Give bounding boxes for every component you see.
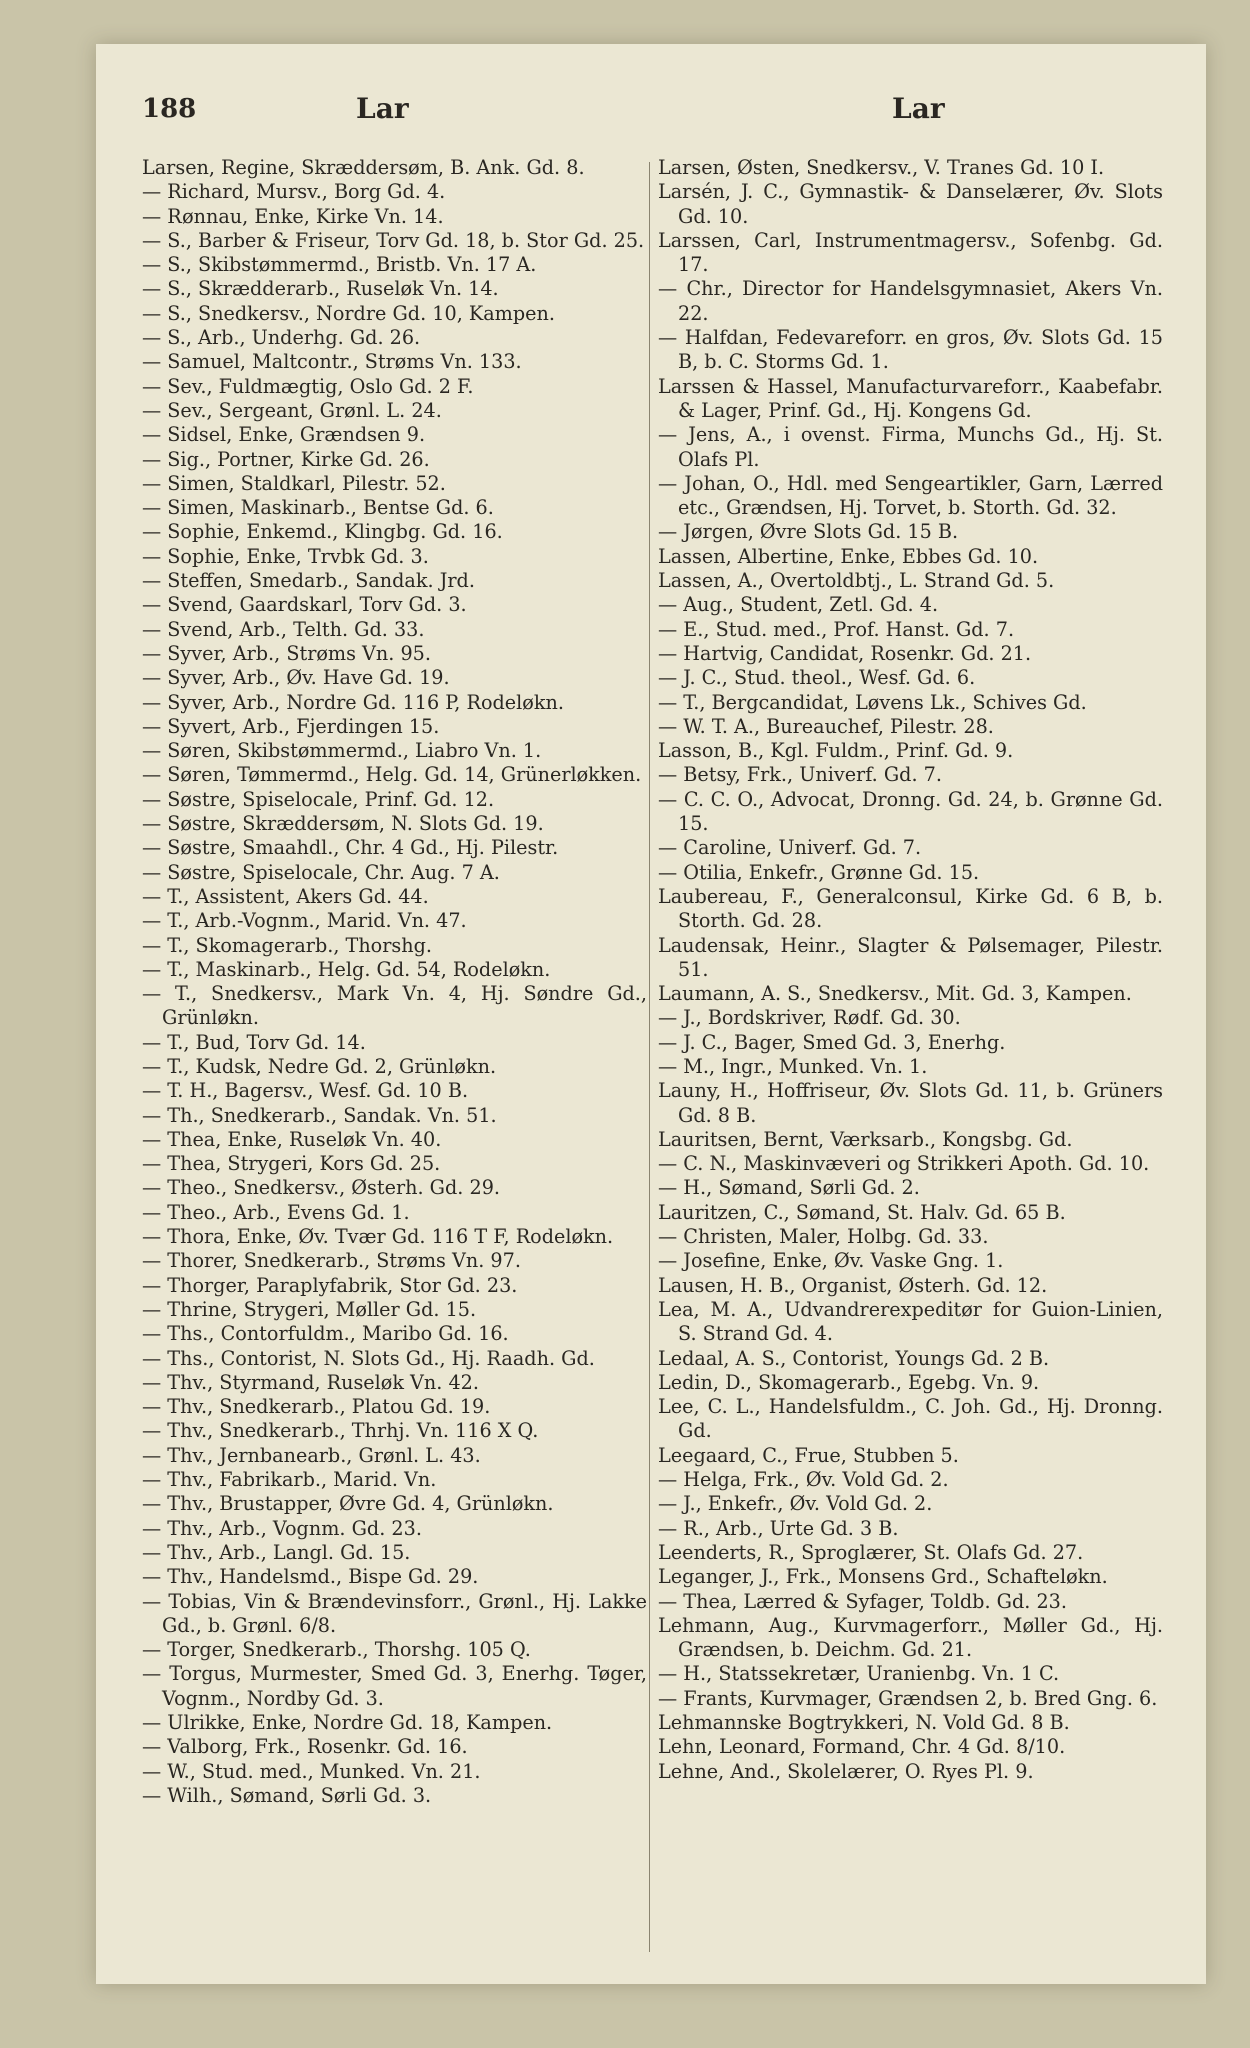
directory-entry: — Thv., Snedkerarb., Platou Gd. 19.: [142, 1395, 491, 1419]
directory-entry: — Søstre, Spiselocale, Chr. Aug. 7 A.: [142, 860, 500, 884]
directory-entry: Larsen, Regine, Skræddersøm, B. Ank. Gd. 8.: [142, 156, 585, 179]
directory-entry: Lauritzen, C., Sømand, St. Halv. Gd. 65 B.: [658, 1200, 1066, 1224]
directory-entry: — Steffen, Smedarb., Sandak. Jrd.: [142, 569, 475, 593]
directory-entry: — S., Skibstømmermd., Bristb. Vn. 17 A.: [142, 253, 537, 277]
directory-entry: — Richard, Mursv., Borg Gd. 4.: [142, 180, 446, 204]
directory-entry: — Thv., Styrmand, Ruseløk Vn. 42.: [142, 1370, 479, 1394]
directory-entry: Ledin, D., Skomagerarb., Egebg. Vn. 9.: [658, 1370, 1040, 1394]
directory-entry: Lee, C. L., Handelsfuldm., C. Joh. Gd., Hj. Dronng. Gd.: [658, 1395, 1163, 1443]
directory-entry: — Thv., Brustapper, Øvre Gd. 4, Grünløkn.: [142, 1492, 554, 1516]
directory-entry: Ledaal, A. S., Contorist, Youngs Gd. 2 B.: [658, 1346, 1050, 1370]
directory-entry: Lehn, Leonard, Formand, Chr. 4 Gd. 8/10.: [658, 1735, 1066, 1759]
directory-entry: — Sev., Fuldmægtig, Oslo Gd. 2 F.: [142, 374, 474, 398]
directory-entry: — T., Arb.-Vognm., Marid. Vn. 47.: [142, 909, 467, 933]
directory-entry: — Søstre, Skræddersøm, N. Slots Gd. 19.: [142, 812, 544, 836]
directory-entry: — T., Bergcandidat, Løvens Lk., Schives Gd.: [658, 690, 1087, 714]
directory-entry: — Sidsel, Enke, Grændsen 9.: [142, 423, 426, 447]
directory-entry: — W., Stud. med., Munked. Vn. 21.: [142, 1759, 481, 1783]
directory-entry: — Ths., Contorfuldm., Maribo Gd. 16.: [142, 1322, 509, 1346]
directory-entry: — T., Assistent, Akers Gd. 44.: [142, 884, 429, 908]
directory-entry: — S., Snedkersv., Nordre Gd. 10, Kampen.: [142, 301, 555, 325]
directory-entry: — Jens, A., i ovenst. Firma, Munchs Gd., Hj. St. Olafs Pl.: [658, 423, 1163, 471]
directory-entry: — Samuel, Maltcontr., Strøms Vn. 133.: [142, 350, 522, 374]
directory-entry: — H., Sømand, Sørli Gd. 2.: [658, 1176, 920, 1200]
directory-entry: — Søren, Skibstømmermd., Liabro Vn. 1.: [142, 739, 542, 763]
directory-entry: — C. C. O., Advocat, Dronng. Gd. 24, b. Grønne Gd. 15.: [658, 787, 1163, 836]
directory-entry: — Caroline, Univerf. Gd. 7.: [658, 836, 922, 860]
directory-entry: — Chr., Director for Handelsgymnasiet, Akers Vn. 22.: [658, 277, 1163, 325]
directory-entry: — T., Bud, Torv Gd. 14.: [142, 1030, 366, 1054]
directory-entry: — E., Stud. med., Prof. Hanst. Gd. 7.: [658, 617, 1015, 641]
directory-entry: Lehmann, Aug., Kurvmagerforr., Møller Gd., Hj. Grændsen, b. Deichm. Gd. 21.: [658, 1613, 1163, 1662]
directory-entry: — Valborg, Frk., Rosenkr. Gd. 16.: [142, 1735, 468, 1759]
directory-entry: — Syver, Arb., Øv. Have Gd. 19.: [142, 666, 450, 690]
directory-entry: — Ulrikke, Enke, Nordre Gd. 18, Kampen.: [142, 1711, 553, 1734]
directory-entry: — R., Arb., Urte Gd. 3 B.: [658, 1516, 899, 1540]
directory-entry: — T. H., Bagersv., Wesf. Gd. 10 B.: [142, 1079, 469, 1103]
left-column: [142, 156, 647, 1808]
directory-entry: — T., Maskinarb., Helg. Gd. 54, Rodeløkn.: [142, 957, 551, 981]
directory-entry: Leenderts, R., Sproglærer, St. Olafs Gd. 27.: [658, 1540, 1084, 1564]
directory-entry: — Th., Snedkerarb., Sandak. Vn. 51.: [142, 1103, 497, 1127]
directory-entry: — Otilia, Enkefr., Grønne Gd. 15.: [658, 860, 980, 884]
directory-entry: — Thorger, Paraplyfabrik, Stor Gd. 23.: [142, 1273, 518, 1297]
directory-entry: — Theo., Arb., Evens Gd. 1.: [142, 1200, 410, 1224]
right-column: [658, 156, 1163, 1784]
directory-entry: — Thea, Strygeri, Kors Gd. 25.: [142, 1152, 441, 1176]
directory-entry: — Halfdan, Fedevareforr. en gros, Øv. Slots Gd. 15 B, b. C. Storms Gd. 1.: [658, 326, 1163, 374]
directory-entry: — Thv., Snedkerarb., Thrhj. Vn. 116 X Q.: [142, 1419, 539, 1443]
directory-page: [96, 44, 1206, 1984]
directory-entry: — T., Kudsk, Nedre Gd. 2, Grünløkn.: [142, 1054, 497, 1078]
directory-entry: — Sophie, Enkemd., Klingbg. Gd. 16.: [142, 520, 503, 544]
directory-entry: — Thea, Enke, Ruseløk Vn. 40.: [142, 1127, 442, 1151]
directory-entry: — Hartvig, Candidat, Rosenkr. Gd. 21.: [658, 641, 1032, 665]
directory-entry: — Sig., Portner, Kirke Gd. 26.: [142, 447, 430, 471]
directory-entry: — Jørgen, Øvre Slots Gd. 15 B.: [658, 520, 959, 544]
running-head-left: Lar: [356, 92, 409, 125]
directory-entry: — Ths., Contorist, N. Slots Gd., Hj. Raadh. Gd.: [142, 1346, 595, 1370]
directory-entry: — Svend, Gaardskarl, Torv Gd. 3.: [142, 593, 467, 617]
directory-entry: Laudensak, Heinr., Slagter & Pølsemager, Pilestr. 51.: [658, 933, 1163, 981]
directory-entry: — Syver, Arb., Nordre Gd. 116 P, Rodeløkn.: [142, 690, 564, 714]
directory-entry: Lauritsen, Bernt, Værksarb., Kongsbg. Gd.: [658, 1127, 1073, 1151]
directory-entry: — M., Ingr., Munked. Vn. 1.: [658, 1054, 928, 1078]
directory-entry: — J., Bordskriver, Rødf. Gd. 30.: [658, 1006, 961, 1030]
directory-entry: — Frants, Kurvmager, Grændsen 2, b. Bred Gng. 6.: [658, 1686, 1158, 1710]
directory-entry: — Thv., Handelsmd., Bispe Gd. 29.: [142, 1565, 479, 1589]
directory-entry: Lausen, H. B., Organist, Østerh. Gd. 12.: [658, 1273, 1048, 1297]
directory-entry: — Christen, Maler, Holbg. Gd. 33.: [658, 1225, 989, 1249]
directory-entry: — T., Snedkersv., Mark Vn. 4, Hj. Søndre Gd., Grünløkn.: [142, 982, 647, 1030]
directory-entry: Lassen, Albertine, Enke, Ebbes Gd. 10.: [658, 544, 1039, 568]
directory-entry: — Simen, Staldkarl, Pilestr. 52.: [142, 471, 446, 495]
directory-entry: — Thv., Arb., Vognm. Gd. 23.: [142, 1516, 422, 1540]
directory-entry: — T., Skomagerarb., Thorshg.: [142, 933, 432, 957]
directory-entry: Larsén, J. C., Gymnastik- & Danselærer, Øv. Slots Gd. 10.: [658, 180, 1163, 228]
directory-entry: — Sophie, Enke, Trvbk Gd. 3.: [142, 544, 429, 568]
directory-entry: — C. N., Maskinvæveri og Strikkeri Apoth. Gd. 10.: [658, 1152, 1150, 1176]
directory-entry: — J. C., Bager, Smed Gd. 3, Enerhg.: [658, 1030, 1006, 1054]
directory-entry: — Søstre, Smaahdl., Chr. 4 Gd., Hj. Pilestr.: [142, 836, 559, 860]
directory-entry: — Syver, Arb., Strøms Vn. 95.: [142, 641, 431, 665]
directory-entry: Launy, H., Hoffriseur, Øv. Slots Gd. 11, b. Grüners Gd. 8 B.: [658, 1079, 1163, 1127]
directory-entry: — Betsy, Frk., Univerf. Gd. 7.: [658, 763, 942, 787]
directory-entry: Larssen & Hassel, Manufacturvareforr., Kaabefabr. & Lager, Prinf. Gd., Hj. Kongens Gd.: [658, 374, 1163, 422]
directory-entry: Leegaard, C., Frue, Stubben 5.: [658, 1443, 959, 1467]
directory-entry: — J., Enkefr., Øv. Vold Gd. 2.: [658, 1492, 933, 1516]
running-head-right: Lar: [892, 92, 945, 125]
directory-entry: — Tobias, Vin & Brændevinsforr., Grønl., Hj. Lakke Gd., b. Grønl. 6/8.: [142, 1589, 647, 1637]
directory-entry: — Torgus, Murmester, Smed Gd. 3, Enerhg. Tøger, Vognm., Nordby Gd. 3.: [142, 1662, 647, 1710]
directory-entry: — Aug., Student, Zetl. Gd. 4.: [658, 593, 939, 617]
directory-entry: Laumann, A. S., Snedkersv., Mit. Gd. 3, Kampen.: [658, 982, 1132, 1006]
directory-entry: — Torger, Snedkerarb., Thorshg. 105 Q.: [142, 1638, 531, 1662]
directory-entry: — Thora, Enke, Øv. Tvær Gd. 116 T F, Rodeløkn.: [142, 1225, 614, 1249]
directory-entry: — Søren, Tømmermd., Helg. Gd. 14, Grünerløkken.: [142, 763, 642, 787]
directory-entry: — Svend, Arb., Telth. Gd. 33.: [142, 617, 425, 641]
directory-entry: — H., Statssekretær, Uranienbg. Vn. 1 C.: [658, 1662, 1060, 1686]
page-number: 188: [142, 94, 197, 124]
directory-entry: — J. C., Stud. theol., Wesf. Gd. 6.: [658, 666, 976, 690]
directory-entry: Lassen, A., Overtoldbtj., L. Strand Gd. 5.: [658, 569, 1055, 593]
directory-entry: Laubereau, F., Generalconsul, Kirke Gd. 6 B, b. Storth. Gd. 28.: [658, 884, 1163, 933]
directory-entry: — Sev., Sergeant, Grønl. L. 24.: [142, 398, 442, 422]
directory-entry: Larsen, Østen, Snedkersv., V. Tranes Gd. 10 I.: [658, 156, 1105, 179]
directory-entry: — Wilh., Sømand, Sørli Gd. 3.: [142, 1783, 432, 1807]
directory-entry: — S., Arb., Underhg. Gd. 26.: [142, 326, 421, 350]
directory-entry: — Syvert, Arb., Fjerdingen 15.: [142, 714, 440, 738]
column-divider: [649, 162, 650, 1952]
directory-entry: — Josefine, Enke, Øv. Vaske Gng. 1.: [658, 1249, 1004, 1273]
page-header: [96, 94, 1206, 144]
directory-entry: — Simen, Maskinarb., Bentse Gd. 6.: [142, 496, 494, 520]
directory-entry: — Thv., Jernbanearb., Grønl. L. 43.: [142, 1443, 481, 1467]
directory-entry: — Thorer, Snedkerarb., Strøms Vn. 97.: [142, 1249, 521, 1273]
directory-entry: — W. T. A., Bureauchef, Pilestr. 28.: [658, 714, 994, 738]
directory-entry: — S., Skrædderarb., Ruseløk Vn. 14.: [142, 277, 499, 301]
directory-entry: Lea, M. A., Udvandrerexpeditør for Guion-Linien, S. Strand Gd. 4.: [658, 1297, 1163, 1346]
directory-entry: — Thv., Fabrikarb., Marid. Vn.: [142, 1468, 437, 1492]
directory-entry: — Rønnau, Enke, Kirke Vn. 14.: [142, 204, 444, 228]
directory-entry: — Thrine, Strygeri, Møller Gd. 15.: [142, 1297, 477, 1321]
directory-entry: Leganger, J., Frk., Monsens Grd., Schafteløkn.: [658, 1565, 1108, 1589]
directory-entry: Larssen, Carl, Instrumentmagersv., Sofenbg. Gd. 17.: [658, 228, 1163, 277]
directory-entry: — Søstre, Spiselocale, Prinf. Gd. 12.: [142, 787, 495, 811]
directory-entry: — Thv., Arb., Langl. Gd. 15.: [142, 1540, 411, 1564]
directory-entry: Lehmannske Bogtrykkeri, N. Vold Gd. 8 B.: [658, 1711, 1070, 1734]
directory-entry: — Theo., Snedkersv., Østerh. Gd. 29.: [142, 1176, 501, 1200]
directory-entry: — S., Barber & Friseur, Torv Gd. 18, b. Stor Gd. 25.: [142, 228, 645, 252]
directory-entry: — Helga, Frk., Øv. Vold Gd. 2.: [658, 1468, 949, 1492]
directory-entry: Lehne, And., Skolelærer, O. Ryes Pl. 9.: [658, 1759, 1034, 1783]
directory-entry: — Thea, Lærred & Syfager, Toldb. Gd. 23.: [658, 1589, 1067, 1613]
directory-entry: — Johan, O., Hdl. med Sengeartikler, Garn, Lærred etc., Grændsen, Hj. Torvet, b. Storth. Gd. 32.: [658, 471, 1163, 520]
directory-entry: Lasson, B., Kgl. Fuldm., Prinf. Gd. 9.: [658, 739, 1014, 763]
